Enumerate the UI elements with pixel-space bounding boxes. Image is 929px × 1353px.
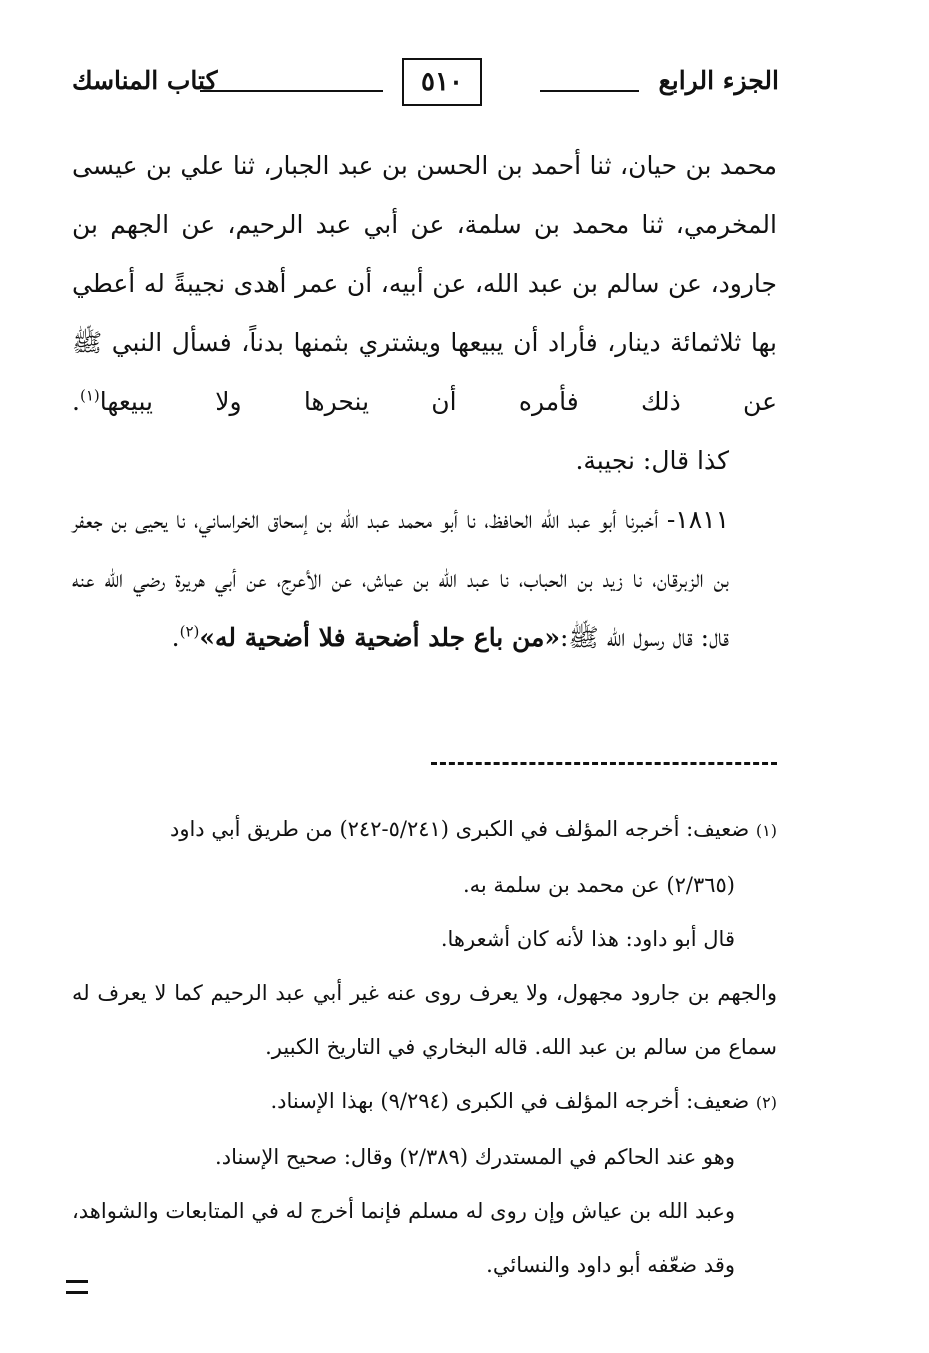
footnote-1-number: (١) xyxy=(755,821,777,840)
footnote-1-line-2: (٢/٣٦٥) عن محمد بن سلمة به. xyxy=(462,873,735,897)
page-number-box xyxy=(402,58,482,106)
footnote-1-jahm: والجهم بن جارود مجهول، ولا يعرف روى عنه غير أبي عبد الرحيم كما لا يعرف له سماع من سالم بن عبد الله. قاله البخاري في التاريخ الكبير. xyxy=(72,981,777,1059)
book-title: كتاب المناسك xyxy=(72,66,218,95)
page-number: ٥١٠ xyxy=(421,67,463,97)
footnote-1-line-1: (١) ضعيف: أخرجه المؤلف في الكبرى (٥/٢٤١-٢٤٢) من طريق أبي داود xyxy=(169,817,777,841)
part-title: الجزء الرابع xyxy=(658,66,779,95)
footnote-2-ayyash: وعبد الله بن عياش وإن روى له مسلم فإنما أخرج له في المتابعات والشواهد، وقد ضعّفه أبو داود والنسائي. xyxy=(72,1199,735,1277)
footnote-ref-1[interactable]: (١) xyxy=(79,386,100,405)
main-text xyxy=(72,136,777,667)
header-rule-left xyxy=(200,90,383,92)
footnote-1-abu-dawud: قال أبو داود: هذا لأنه كان أشعرها. xyxy=(440,927,735,951)
footnote-ref-2[interactable]: (٢) xyxy=(179,622,200,641)
continuation-mark xyxy=(66,1280,88,1294)
prophetic-quote: «من باع جلد أضحية فلا أضحية له» xyxy=(199,623,561,652)
footnote-separator xyxy=(431,762,777,765)
paragraph-hadith-chain: محمد بن حيان، ثنا أحمد بن الحسن بن عبد الجبار، ثنا علي بن عيسى المخرمي، ثنا محمد بن سلمة، عن أبي عبد الرحيم، عن الجهم بن جارود، عن سالم بن عبد الله، عن أبيه، أن عمر أهدى نجيبةً له أعطي بها ثلاثمائة دينار، فأراد أن يبيعها ويشتري بثمنها بدناً، فسأل النبي ﷺ عن ذلك فأمره أن ينحرها ولا يبيعها$^{(١)}$. xyxy=(72,151,777,416)
header-rule-right xyxy=(540,90,639,92)
paragraph-remark: كذا قال: نجيبة. xyxy=(575,446,729,475)
footnotes xyxy=(72,802,777,1292)
paragraph-hadith-1811: ١٨١١- أخبرنا أبو عبد الله الحافظ، نا أبو محمد عبد الله بن إسحاق الخراساني، نا يحيى بن جعفر بن الزبرقان، نا زيد بن الحباب، نا عبد الله بن عياش، عن الأعرج، عن أبي هريرة رضي الله عنه قال: قال رسول الله ﷺ:«من باع جلد أضحية فلا أضحية له»$^{(٢)}$. xyxy=(72,505,729,652)
footnote-2-number: (٢) xyxy=(755,1093,777,1112)
footnote-2-hakim: وهو عند الحاكم في المستدرك (٢/٣٨٩) وقال: صحيح الإسناد. xyxy=(215,1145,735,1169)
running-header xyxy=(72,58,779,114)
footnote-2-line-1: (٢) ضعيف: أخرجه المؤلف في الكبرى (٩/٢٩٤) بهذا الإسناد. xyxy=(270,1089,777,1113)
